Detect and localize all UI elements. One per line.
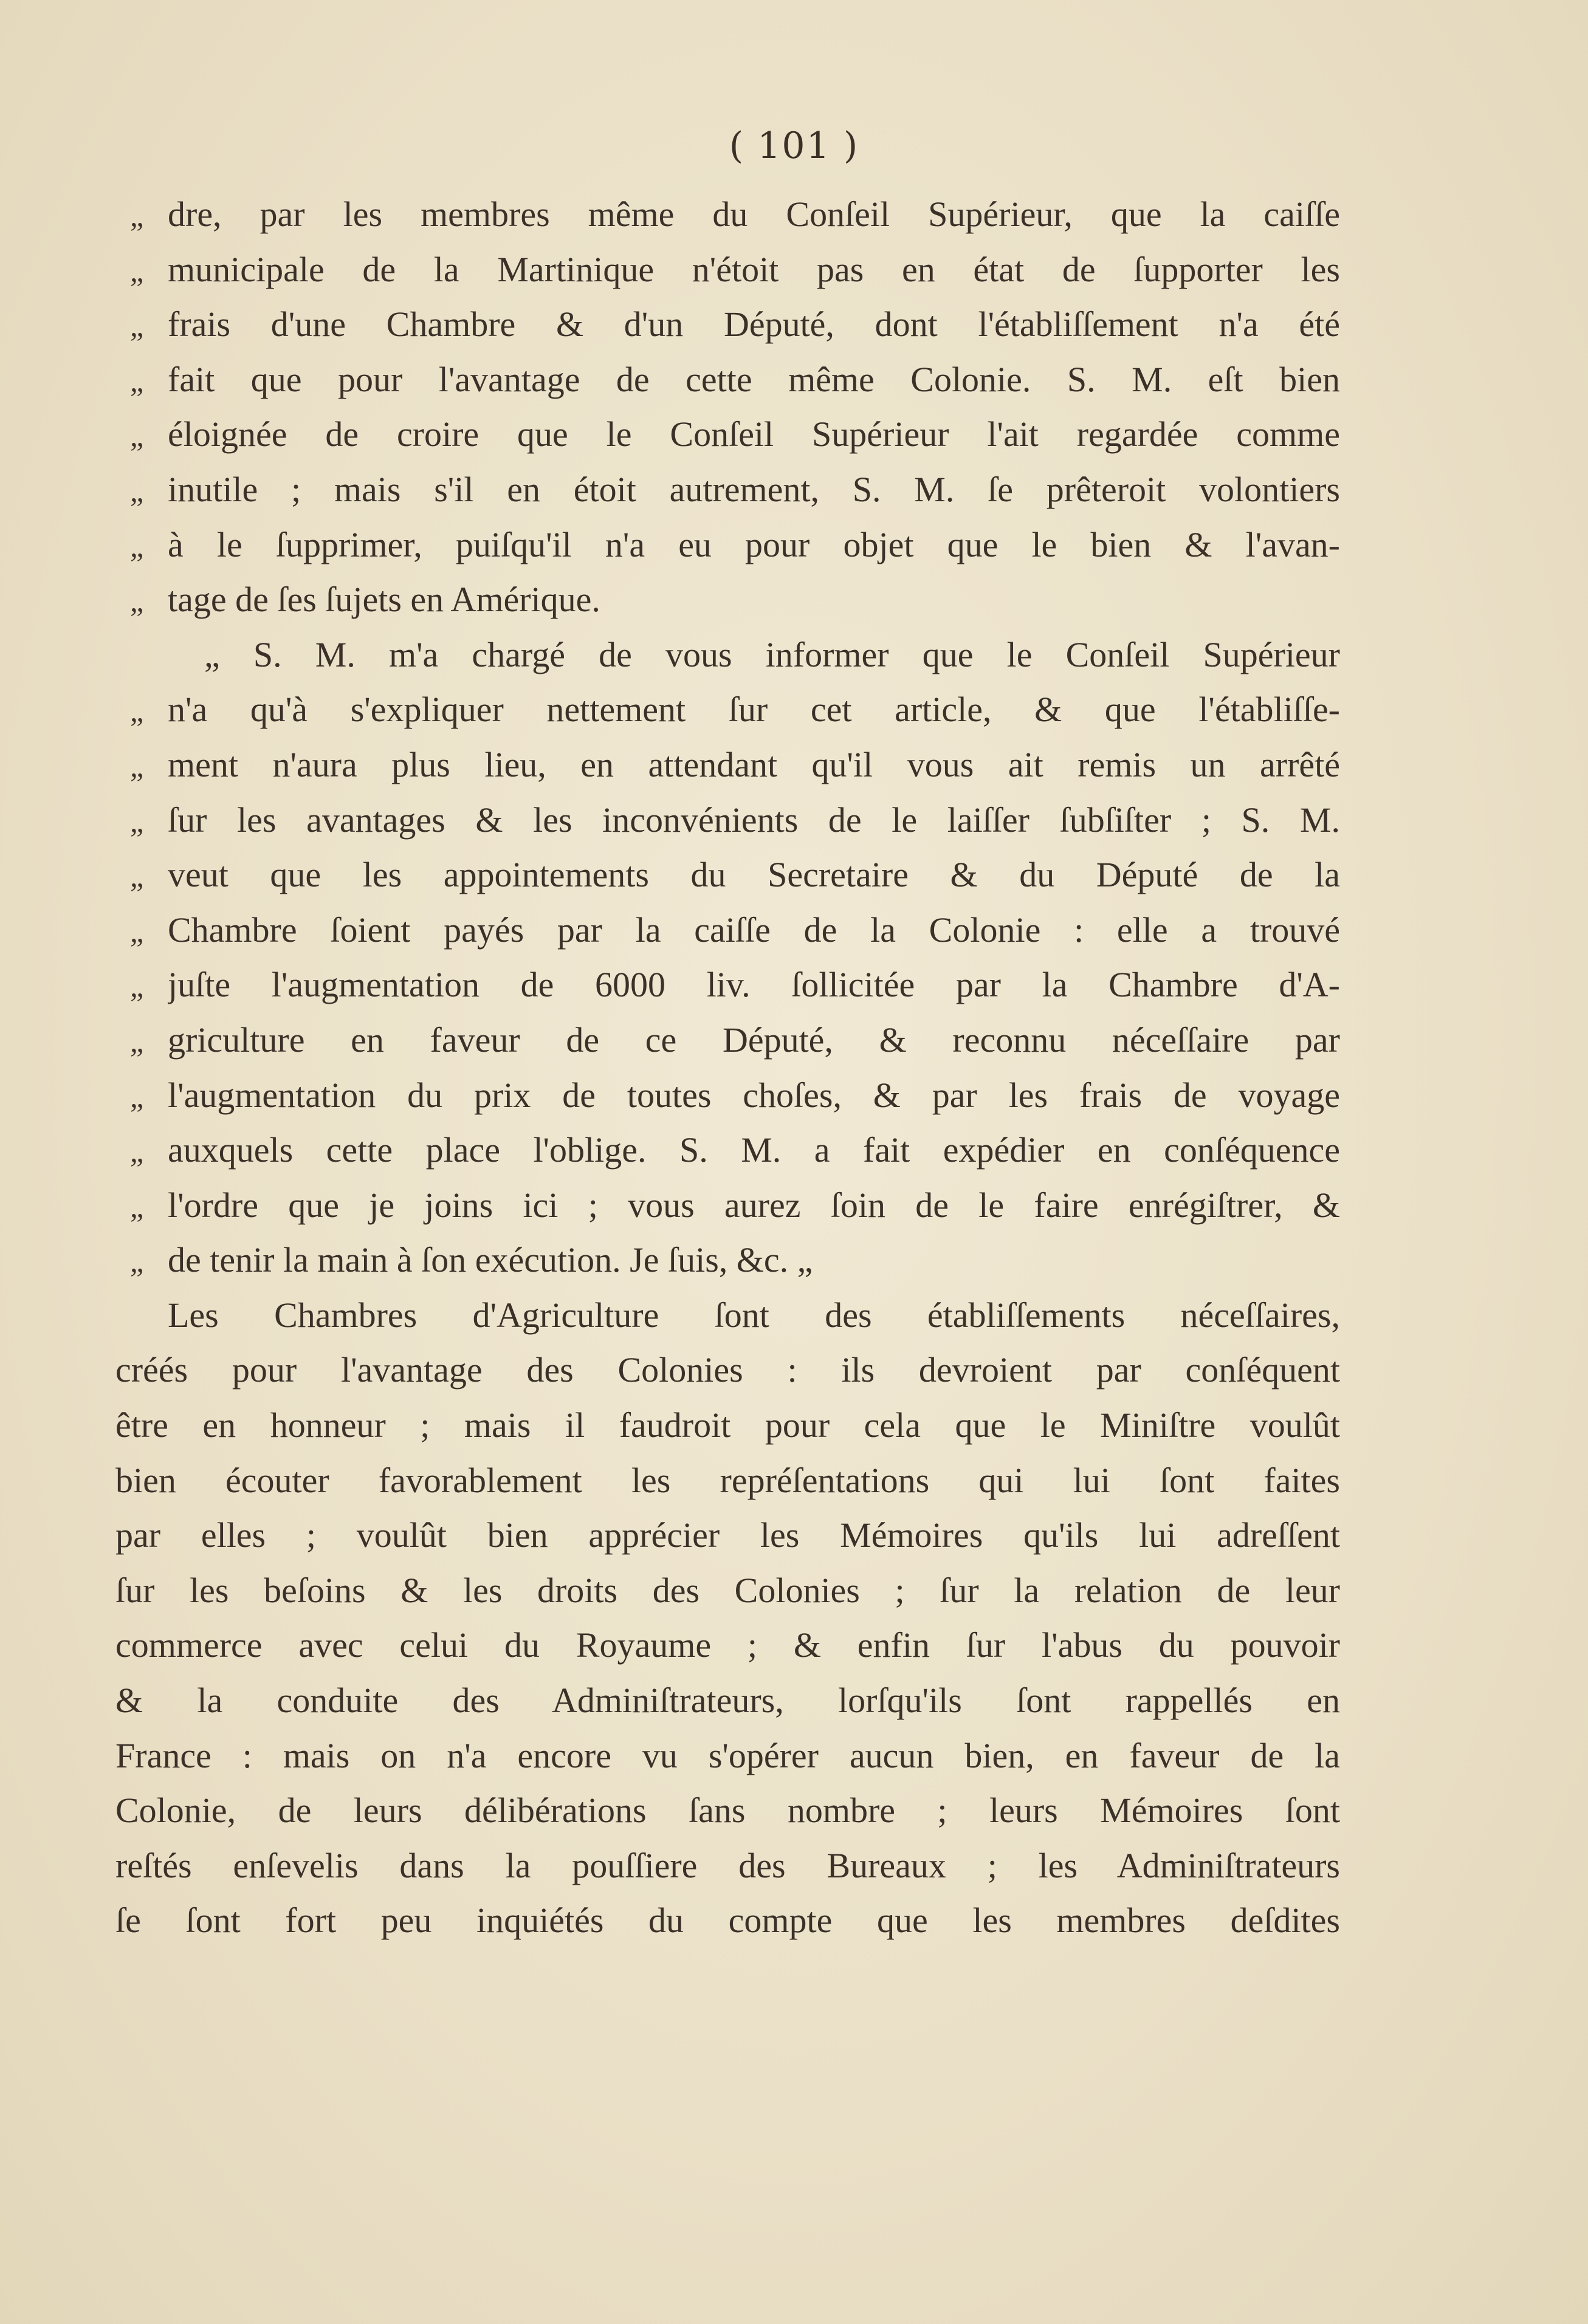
quoted-line <box>115 1178 1340 1233</box>
quoted-line <box>115 1123 1340 1178</box>
quote-mark: „ <box>130 363 144 398</box>
paragraph-line <box>115 1508 1340 1563</box>
quote-mark: „ <box>130 309 144 343</box>
line-text: reſtés enſevelis dans la pouſſiere des Bureaux ; les Adminiſtrateurs <box>115 1845 1340 1885</box>
quote-mark: „ <box>130 199 144 233</box>
quoted-line <box>115 242 1340 298</box>
quote-mark: „ <box>130 694 144 728</box>
paragraph-line <box>115 1783 1340 1839</box>
quoted-passage <box>115 187 1340 1288</box>
line-text: veut que les appointements du Secretaire & du Député de la <box>168 855 1340 895</box>
quoted-line <box>115 903 1340 958</box>
line-text: commerce avec celui du Royaume ; & enfin ſur l'abus du pouvoir <box>115 1625 1340 1665</box>
line-text: „ S. M. m'a chargé de vous informer que le Conſeil Supérieur <box>204 634 1340 674</box>
line-text: à le ſupprimer, puiſqu'il n'a eu pour objet que le bien & l'avan- <box>168 524 1340 564</box>
quoted-line <box>115 682 1340 738</box>
page-text <box>115 187 1340 1949</box>
line-text: municipale de la Martinique n'étoit pas en état de ſupporter les <box>168 249 1340 289</box>
line-text: griculture en faveur de ce Député, & reconnu néceſſaire par <box>168 1020 1340 1060</box>
line-text: de tenir la main à ſon exécution. Je ſuis, &c. „ <box>168 1240 813 1280</box>
quote-mark: „ <box>130 1244 144 1279</box>
line-text: n'a qu'à s'expliquer nettement ſur cet article, & que l'établiſſe- <box>168 690 1340 730</box>
paragraph-line <box>115 1288 1340 1343</box>
quote-mark: „ <box>130 914 144 948</box>
line-text: & la conduite des Adminiſtrateurs, lorſqu'ils ſont rappellés en <box>115 1681 1340 1721</box>
line-text: l'augmentation du prix de toutes choſes, & par les frais de voyage <box>168 1075 1340 1115</box>
line-text: par elles ; voulût bien apprécier les Mémoires qu'ils lui adreſſent <box>115 1515 1340 1555</box>
quoted-line <box>115 407 1340 462</box>
line-text: auxquels cette place l'oblige. S. M. a fait expédier en conſéquence <box>168 1130 1340 1170</box>
quoted-line <box>115 462 1340 518</box>
quoted-line <box>115 352 1340 408</box>
line-text: frais d'une Chambre & d'un Député, dont l'établiſſement n'a été <box>168 304 1340 344</box>
line-text: Chambre ſoient payés par la caiſſe de la Colonie : elle a trouvé <box>168 910 1340 950</box>
quote-mark: „ <box>130 1189 144 1224</box>
paragraph-line <box>115 1343 1340 1398</box>
quote-mark: „ <box>130 1024 144 1058</box>
paragraph-line <box>115 1563 1340 1619</box>
quoted-line <box>115 1233 1340 1288</box>
quote-mark: „ <box>130 473 144 508</box>
quote-mark: „ <box>130 859 144 894</box>
line-text: Les Chambres d'Agriculture ſont des établiſſements néceſſaires, <box>168 1295 1340 1335</box>
line-text: ment n'aura plus lieu, en attendant qu'il vous ait remis un arrêté <box>168 744 1340 784</box>
line-text: être en honneur ; mais il faudroit pour cela que le Miniſtre voulût <box>115 1405 1340 1445</box>
quoted-line <box>115 297 1340 352</box>
line-text: dre, par les membres même du Conſeil Supérieur, que la caiſſe <box>168 194 1340 234</box>
quote-mark: „ <box>130 1134 144 1169</box>
line-text: tage de ſes ſujets en Amérique. <box>168 580 600 620</box>
line-text: fait que pour l'avantage de cette même Colonie. S. M. eſt bien <box>168 359 1340 399</box>
line-text: créés pour l'avantage des Colonies : ils devroient par conſéquent <box>115 1350 1340 1390</box>
quoted-line <box>115 187 1340 242</box>
quote-mark: „ <box>130 749 144 783</box>
quote-mark: „ <box>130 1079 144 1114</box>
quote-mark: „ <box>130 584 144 619</box>
quote-mark: „ <box>130 804 144 838</box>
line-text: ſur les avantages & les inconvénients de le laiſſer ſubſiſter ; S. M. <box>168 800 1340 840</box>
line-text: ſe ſont fort peu inquiétés du compte que les membres deſdites <box>115 1901 1340 1941</box>
paragraph-line <box>115 1453 1340 1509</box>
line-text: France : mais on n'a encore vu s'opérer aucun bien, en faveur de la <box>115 1735 1340 1775</box>
page-number: ( 101 ) <box>729 125 859 167</box>
quoted-line <box>115 738 1340 793</box>
quoted-line <box>115 518 1340 573</box>
paragraph-line <box>115 1729 1340 1784</box>
quoted-line <box>115 1068 1340 1123</box>
paragraph-line <box>115 1618 1340 1673</box>
line-text: Colonie, de leurs délibérations ſans nombre ; leurs Mémoires ſont <box>115 1791 1340 1831</box>
body-paragraph <box>115 1288 1340 1949</box>
quoted-line <box>115 848 1340 903</box>
quote-mark: „ <box>130 419 144 453</box>
line-text: juſte l'augmentation de 6000 liv. ſollicitée par la Chambre d'A- <box>168 965 1340 1005</box>
quoted-line <box>115 958 1340 1013</box>
line-text: éloignée de croire que le Conſeil Supérieur l'ait regardée comme <box>168 414 1340 454</box>
line-text: ſur les beſoins & les droits des Colonies ; ſur la relation de leur <box>115 1570 1340 1610</box>
paragraph-line <box>115 1893 1340 1949</box>
paragraph-line <box>115 1398 1340 1453</box>
line-text: l'ordre que je joins ici ; vous aurez ſoin de le faire enrégiſtrer, & <box>168 1185 1340 1225</box>
quote-mark: „ <box>130 969 144 1004</box>
paragraph-line <box>115 1673 1340 1729</box>
quote-mark: „ <box>130 253 144 288</box>
line-text: inutile ; mais s'il en étoit autrement, S. M. ſe prêteroit volontiers <box>168 469 1340 509</box>
quoted-line <box>115 793 1340 848</box>
line-text: bien écouter favorablement les repréſentations qui lui ſont faites <box>115 1460 1340 1500</box>
quoted-line <box>115 572 1340 628</box>
quote-mark: „ <box>130 529 144 563</box>
quoted-line <box>115 1013 1340 1068</box>
paragraph-line <box>115 1839 1340 1894</box>
quoted-line <box>115 628 1340 683</box>
